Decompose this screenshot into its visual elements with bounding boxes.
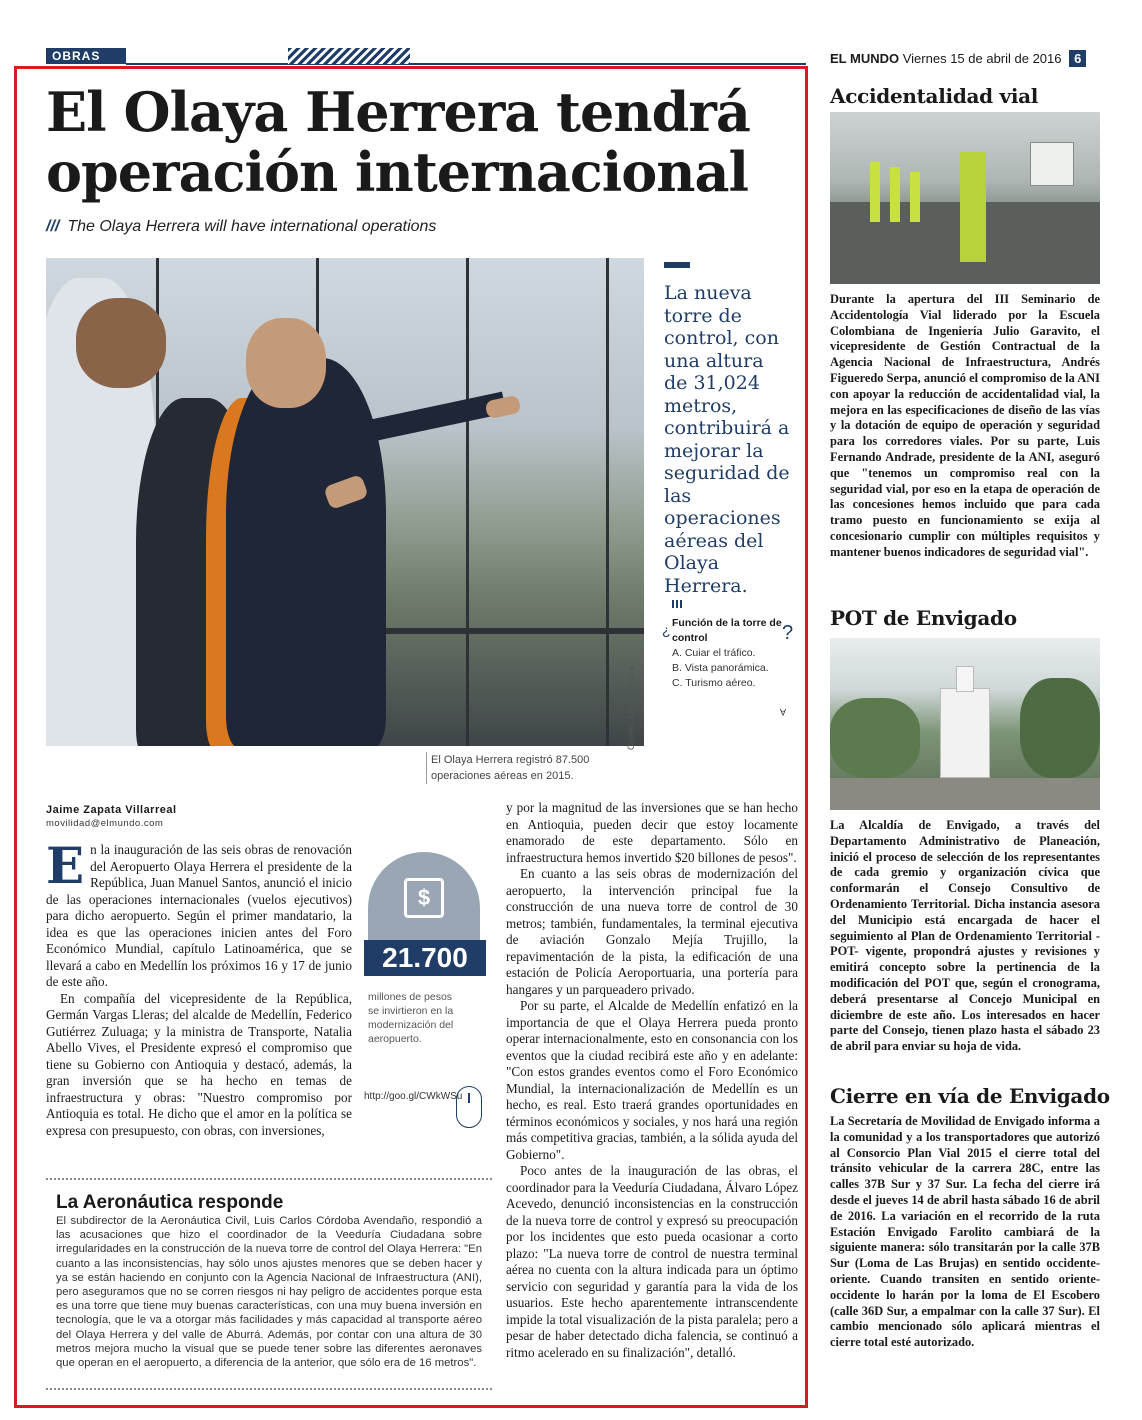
quiz-answer: A [780,707,787,717]
right-story-title: Cierre en vía de Envigado [830,1084,1110,1108]
drop-cap: E [46,836,85,895]
envigado-photo [830,638,1100,810]
right-story-body: Durante la apertura del III Seminario de Accidentología Vial liderado por la Escuela Colombiana de Ingeniería Julio Garavito, el vicepresidente de Gestión Contractual de la Agencia Nacional de Infraestructura, Andrés Figueredo Serpa, anunció el compromiso de la ANI con apoyar la reducción de accidentalidad vial, la mejora en las especificaciones de diseño de las vías y la dotación de equipo de operación y seguridad para los corredores viales. Por su parte, Luis Fernando Andrade, presidente de la ANI, aseguró que "tenemos un compromiso real con la seguridad vial, por eso en la etapa de operación de las concesiones hemos incluido que para cada tramo puesto en funcionamiento se exija al concesionario cumplir con múltiples requisitos y mantener buenos indicadores de seguridad vial". [830,292,1100,559]
article-paragraph: Poco antes de la inauguración de las obras, el coordinador para la Veeduría Ciudadana, Álvaro López Acevedo, denunció inconsistencias en la construcción de la nueva torre de control y expresó su preocupación por los incidentes que esto pueda ocasionar a corto plazo: "La nueva torre de control de nuestra terminal aérea no cuenta con la altura indicada para un óptimo servicio con seguridad y garantía para la vida de los usuarios. Este hecho aparentemente intranscendente impide la total visualización de la pista paralela; pero a pesar de haber detectado dicha falencia, se continuó a ritmo acelerado en su finalización", detalló. [506,1163,798,1360]
quiz-icon [672,600,684,608]
open-question-icon: ¿ [662,622,671,638]
quiz-option: B. Vista panorámica. [672,662,769,674]
right-story-body: La Alcaldía de Envigado, a través del Departamento Administrativo de Planeación, inició el proceso de selección de los representantes de cada gremio y organización cívica que conformarán el Consejo Consultivo de Ordenamiento Territorial. Dicha instancia asesora del Municipio está encargada de hacer el seguimiento al Plan de Ordenamiento Territorial -POT- vigente, propondrá ajustes y revisiones y emitirá concepto sobre la pertinencia de la modificación del POT que, según el cronograma, deberá presentarse al Concejo Municipal en diciembre de este año. Los interesados en hacer parte del Consejo, tienen plazo hasta el sábado 23 de abril para enviar su hoja de vida. [830,818,1100,1054]
right-story-title: Accidentalidad vial [830,84,1039,108]
sidebar-bottom-divider [46,1388,492,1390]
photo-credit: Cortesía Presidencia [626,666,636,750]
article-paragraph: y por la magnitud de las inversiones que se han hecho en Antioquia, pueden decir que estoy locamente enamorado de este departamento. Sólo en infraestructura hemos invertido $20 billones de pesos". [506,800,798,865]
quiz-box [662,600,796,717]
short-link[interactable]: http://goo.gl/CWkWSu [364,1091,463,1102]
stat-box [368,852,496,1046]
sidebar-body: El subdirector de la Aeronáutica Civil, Luis Carlos Córdoba Avendaño, respondió a las acusaciones que hizo el coordinador de la Veeduría Ciudadana sobre irregularidades en la construcción de la nueva torre de control del Olaya Herrera: "En cuanto a las inconsistencias, hay sólo unos ajustes menores que se deben hacer y ya se están haciendo en conjunto con la Agencia Nacional de Infraestructura (ANI), pero aseguramos que no se corren riesgos ni hay peligro de accidentes porque esta es una torre que tiene muy buenas características, con una muy buena inversión en tecnología, que le va a otorgar más facilidades y más capacidad al transporte aéreo del Olaya Herrera y del valle de Aburrá. Además, por contar con una altura de 30 metros mejora mucho la visual que se puede tener sobre las diferentes aeronaves que operan en el aeropuerto, a diferencia de la anterior, que sólo era de 16 metros". [56,1215,482,1370]
road-safety-photo [830,112,1100,284]
article-paragraph: En la inauguración de las seis obras de renovación del Aeropuerto Olaya Herrera el presidente de la República, Juan Manuel Santos, anunció el inicio de las operaciones internacionales (vuelos ejecutivos) para dicho aeropuerto. Según el primer mandatario, la idea es que las operaciones inicien antes del Foro Económico Mundial, capítulo Latinoamérica, que se llevará a cabo en Medellín los próximos 16 y 17 de junio de este año. [46,836,352,989]
section-rule [126,63,806,65]
quiz-option: A. Cuiar el tráfico. [672,647,756,659]
quiz-option: C. Turismo aéreo. [672,677,756,689]
headline: El Olaya Herrera tendrá operación internacional [46,80,750,204]
pull-quote-text: La nueva torre de control, con una altura de 31,024 metros, contribuirá a mejorar la seguridad de las operaciones aéreas del Olaya Herrera. [664,282,790,597]
quiz-question: Función de la torre de control [672,617,782,644]
section-tag: OBRAS [46,48,126,64]
pull-quote-bar [664,262,690,268]
main-photo [46,258,644,746]
subheadline-text: The Olaya Herrera will have international operations [67,218,437,235]
byline-author: Jaime Zapata Villarreal [46,804,177,816]
stat-graphic [368,852,480,940]
subheadline-slashes: /// [46,218,60,235]
sidebar-top-divider [46,1178,492,1180]
article-paragraph: En cuanto a las seis obras de modernización del aeropuerto, la intervención principal fue la construcción de una nueva torre de control de 30 metros; también, fundamentales, la terminal ejecutiva de aviación Gonzalo Mejía Trujillo, la repavimentación de la pista, la edificación de una estación de Policía Aeroportuaria, una portería para hangares y un parqueadero privado. [506,866,798,997]
question-mark-icon: ? [782,622,794,644]
article-column-1 [46,836,352,1139]
subheadline [46,218,546,236]
money-icon: $ [404,878,444,918]
right-story-body: La Secretaría de Movilidad de Envigado informa a la comunidad y a los transportadores que autorizó al Consorcio Plan Vial 2015 el cierre total del tránsito vehicular de la carrera 28C, entre las calles 37B Sur y 37 Sur. La fecha del cierre irá desde el jueves 14 de abril hasta sábado 16 de abril de 2016. La variación en el recorrido de la ruta Estación Envigado Farolito cambiará de la siguiente manera: sólo transitarán por la calle 37B Sur (Loma de Las Brujas) en sentido occidente-oriente. Cuando transiten en sentido oriente-occidente lo harán por la loma de El Escobero (calle 36D Sur, a empalmar con la calle 37 Sur). El cambio mencionado sólo aplicará mientras el cierre total esté autorizado. [830,1114,1100,1350]
article-paragraph: En compañía del vicepresidente de la República, Germán Vargas Lleras; del alcalde de Medellín, Federico Gutiérrez Zuluaga; y la ministra de Transporte, Natalia Abello Vives, el Presidente expresó el compromiso que tiene su Gobierno con Antioquia y destacó, además, la gran inversión que se ha hecho en temas de infraestructura y obras: "Nuestro compromiso por Antioquia es total. He dicho que el amor en la política se expresa con presupuesto, con obras, con inversiones, [46,990,352,1138]
stat-value: 21.700 [364,940,486,976]
stat-description: millones de pesos se invirtieron en la modernización del aeropuerto. [368,991,454,1045]
sidebar-title: La Aeronáutica responde [56,1192,284,1213]
masthead [830,50,1110,67]
section-hatch [288,48,410,64]
section-header [46,46,806,66]
mouse-icon [456,1086,482,1128]
page-number: 6 [1069,50,1086,67]
article-column-2 [506,800,798,1361]
article-paragraph: Por su parte, el Alcalde de Medellín enfatizó en la importancia de que el Olaya Herrera pueda pronto operar internacionalmente, esto en consonancia con los eventos que la ciudad recibirá este año y en adelante: "Con estos grandes eventos como el Foro Económico Mundial, la internacionalización de Medellín es un hecho, es real. Esto traerá grandes oportunidades en términos económicos y sociales, y nos hará una región más competitiva gracias, también, a la sólida ayuda del Gobierno". [506,998,798,1162]
pull-quote [664,262,792,597]
paper-name: EL MUNDO [830,51,900,66]
issue-date: Viernes 15 de abril de 2016 [902,51,1062,66]
photo-caption: El Olaya Herrera registró 87.500 operaciones aéreas en 2015. [426,752,636,784]
byline-email[interactable]: movilidad@elmundo.com [46,818,164,829]
right-story-title: POT de Envigado [830,606,1017,630]
